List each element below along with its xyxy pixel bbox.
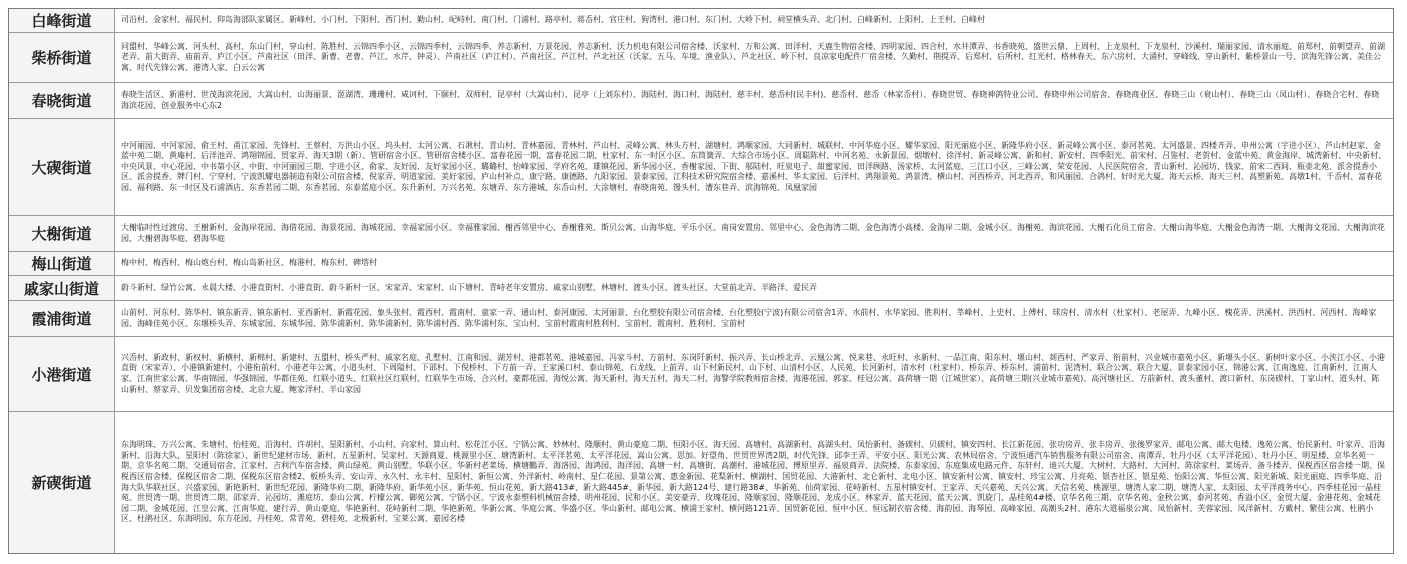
street-name: 大碶街道 (9, 119, 115, 215)
street-community-table (8, 8, 1394, 554)
street-name: 春晓街道 (9, 83, 115, 118)
community-text: 中河丽园、中河家园、俞王村、甬江家园、先锋村、王蔡村、万洪山小区、坞头村、太河公寓、石湫村、青山村、青林嘉园、青林村、芦山村、灵峰公寓、林头方村、湖塘村、鸿顺家园、大同新村、城联村、中河华庭小区、耀华家园、阳光丽庭小区、新隆华府小区、新灵峰公寓小区、泰河茗苑、太河盛景、四楼齐弄、申州公寓（宇进小区）、芦山村赵家、金蓝中苑二期、黄庵村、后洋池弄、鸿翔锦园、贸家弄、海天3期（新）、管研宿舍小区、管研宿舍楼小区、富春花园一期、富春花园二期、杜家村、东一时区小区、东筒簧弄、大综合市场小区、周聪陈村、中河名苑、永新景园、烟墩村、徐洋村、新灵峰公寓、新和村、新安村、四季阳光、前宋村、吕鉴村、老贺村、金蓝中苑、黄金海岸、城湾新村、中央新村、中央风景、中心花园、中书第小区、中街、中河丽园三期、宇进小区、俞家、友好园、友好家园小区、璐璐村、怡峰家园、学府名苑、雄镇花园、新华园小区、香榭家园、下街、邬陆村、旺泉电子、甜蜜家园、田洋顾路、汤家桥、太河蓝庭、三江口小区、三峰公寓、荣安花园、人民医院宿舍、青山新村、沁园坊、钱家、前宋二西间、瓶壶北苑、派舍提香小区、派舍提香、牌门村、宁穿村、宁波凯耀电器制造有限公司宿舍楼、倪家弄、明道家园、美好家园、庐山村补点、康宁路、康德路、九阳家园、景泰家园、江科技术研究院宿舍楼、嘉溪村、华太家园、后洋村、鸿翔景苑、鸿景湾、横山村、河西桥弄、河北西弄、和风丽园、合鸽村、好时光大厦、海天云桥、海天三村、高塑新苑、高墩1村、千岙村、富春花园、福利路、东一时区及石浦酒店、东香茗园二期、东香茗园、东泰蓝庭小区、东升新村、万兴名苑、东塘弄、东方港城、东岙山村、大涂塘村、春晓南苑、馒头村、漕东巷弄、滨海锦苑、凤凰家园 (121, 140, 1387, 192)
table-row (9, 33, 1393, 83)
table-row (9, 276, 1393, 301)
community-list (115, 9, 1393, 32)
community-list (115, 83, 1393, 118)
street-name: 柴桥街道 (9, 33, 115, 82)
table-row (9, 252, 1393, 276)
street-name: 大榭街道 (9, 216, 115, 251)
street-name: 新碶街道 (9, 412, 115, 553)
street-name: 梅山街道 (9, 252, 115, 275)
community-list (115, 276, 1393, 300)
community-list (115, 337, 1393, 411)
community-text: 梅中村、梅西村、梅山炮台村、梅山岛新社区、梅港村、梅东村、碑塔村 (121, 258, 377, 268)
street-name: 小港街道 (9, 337, 115, 411)
community-list (115, 252, 1393, 275)
table-row (9, 119, 1393, 216)
table-row (9, 9, 1393, 33)
community-text: 东海明珠、万兴公寓、朱塘村、怡桂苑、沿海村、许胡村、星阳新村、小山村、向家村、算山村、松花江小区、宁锅公寓、妙林村、隆顺村、黄山豪庭二期、恒阳小区、海天园、高塘村、高湖新村、高湖头村、凤怡新村、备碶村、贝碶村、镇安四村、长江新花园、张功房弄、张丰房弄、张後罗家弄、邮电公寓、邮大电楼、逸苑公寓、怡民新村、叶家弄、沿海新村、沿海大队、星阳村（陈徐家）、新世纪建材市场、新村、五星新村、吴家村、天源商夏、桃源里小区、塘湾新村、太平洋茗苑、太平洋花园、嵩山公寓、思加。好望角、世贸世界湾2期、时代先锋、邱李王弄、平安小区、阳光公寓、农林局宿舍、宁波恒通汽车销售服务有限公司宿舍、南潭弄、牡丹小区（太平洋花园）、牡丹小区、明星楼、京华名苑一期、京华名苑二期、交通局宿舍、江家村、吉利汽车宿舍楼、黄山绿苑、黄山别墅、华联小区、华新村老菜场、横塘鵬弄、海洛园、海鸿园、海洋园、高塘一村、高塘街、高潮村、港城花园、傅原里弄、福泉商弄、法院楼、东泰家园、东庭集成电路元件、东轩村、迪兴大厦、大树村、大路村、大河村、陈徐家村、菜场弄、备斗楼弄、保税西区宿舍楼一期、保税西区宿舍楼、保税区宿舍二期、保税东区宿舍楼2、板桥头弄、安山弄、永久村、永丰村、星阳村、新恒公寓、外洋新村、岭南村、星仁花园、景第公寓、惠金新园、花梨新村、横湖村、国贸花园、大港新村、北仑新村、北电小区、镇安新村公寓、镇安村、珍宝公寓、月亮苑、银杏社区、银星苑、怡阳公寓、华恒公寓、阳光新城、阳光丽庭、四季华庭、沿海大队华联社区、兴盛家园、新艳新村、新世纪花园、新隆华府二期、新隆华府、新华苑小区、新华苑、恒山花苑、新大路413#、新大路445#、新华园、新大路124号、建行路38#、华新苑、仙荷家园、花峙新村、五星村镇安村、王家弄、天兴嘉苑、天兴公寓、天信名苑、桃源里、塘湾人家二期、塘湾人家、太阳园、太平洋商务中心、四季桂花园一晶桂苑、世贸湾一期、世贸湾二期、邵家弄、沁园坊、滩庭坊、泰山公寓、柠檬公寓、御苑公寓、宁锅小区、宁波永泰塑料机械宿舍楼、明州花园、民和小区、美安豪弄、玫瑰花园、隆顺家园、隆顺花园、龙成小区、林家弄、蓝天花园、蓝天公寓、凯旋门、晶桂苑4#楼、京华名苑三期、京华名苑、金秋公寓、泰河茗苑、香溢小区、金贸大厦、金港花苑、金城花园二期、金城花园、江皇公寓、江南华庭、建行弄、黄山豪庭、华艳新村、花峙新村二期、华艳新苑、华新公寓、华庭公寓、华盛小区、华山新村、邮电公寓、横浦王家村、横河路121弄、国贸新花园、恒中小区、恒远制衣宿舍楼、海韵园、海琴园、高峰家园、高潮头2村、港东大道福泉公寓、凤怡新村、芙蓉家园、凤洋新村、方戴村、繁佳公寓、杜鹃小区、杜鹃社区、东海明园、东方花园、丹桂苑、常青苑、碧桂苑、北极新村、宝莱公寓、嘉园名楼 (121, 440, 1385, 524)
community-list (115, 33, 1393, 82)
community-text: 大榭临时性过渡房、王樹新村、金海岸花园、海借花园、海景花园、海城花园、幸福家园小区、幸福雅家园、榭西邻里中心、香榭雅苑、斯贝公寓、山海华庭、平乐小区、南岗安置房、邻里中心、金色海湾二期、金色海湾小高楼、金海岸二期、金城小区、海榭苑、海滨花园、大榭石化员工宿舍、大榭山海华庭、大榭金色海湾一期、大榭海文花园、大榭海滨花园、大榭碧海华庭、碧海华庭 (121, 222, 1385, 243)
community-text: 同盟村、华峰公寓、河头村、高村、东山门村、穿山村、陈胜村、云锦四季小区、云锦四季村、云锦四季、养志新村、万景花园、养志新村、沃力机电有限公司宿舍楼、沃家村、万和公寓、田洋村、天鹿生物宿舍楼、四明家园、四合村、水井潭弄、书香晓苑、盛世云鼎、上周村、上龙泉村、下龙泉村、沙溪村、瑞丽家园、清水丽庭、前郑村、前朝望弄、前湖老弄、前大街弄、庙前弄、庐江小区、芦南社区（田洋、新曹、老曹、芦江、水芹、钟灵）、芦南社区（庐江村）、芦南社区、芦江村、芦北社区（沃家、五马、车境、渔业队）、芦北社区、岭下村、良凉家电配件厂宿舍楼、久勤村、荆提弄、后郑村、后所村、红光村、格林春天、东六房村、大涌村、穿峰线、穿山新村、紫桥景山一号、滨海先锋公寓、美佳公寓、时代先锋公寓、港湾人家、白云公寓 (121, 41, 1385, 72)
street-name: 白峰街道 (9, 9, 115, 32)
community-list (115, 119, 1393, 215)
community-list (115, 412, 1393, 553)
table-row (9, 83, 1393, 119)
table-row (9, 412, 1393, 553)
community-text: 山前村、河东村、陈华村、镇东新弄、镇东新村、亚西新村、新霞花园、象头张村、霞西村、霞南村、童家一弄、通山村、泰河康园、太河丽景、台化塑胶有限公司宿舍楼、台化塑胶(宁波)有限公司宿舍1弄、水前村、水华家园、胜利村、莘峰村、上史村、上傅村、球房村、清水村（杜家村）、老屋弄、九峰小区、槐花弄、洪溪村、洪西村、河西村、海峰家园、海峰佳苑小区、东堰桥头弄、东城家园、东城华园、陈华浦新村、陈华浦新村、陈华浦村西、陈华浦村东、宝山村、宝前村霞南村胜利村、宝前村、霞南村、胜利村、宝前村 (121, 307, 1377, 328)
table-row (9, 301, 1393, 337)
table-row (9, 337, 1393, 412)
community-text: 春晓生活区、新港村、世茂海滨花园、大嵩山村、山海丽景、洍湖湾、珊珊村、咸诃村、下颐村、双师村、昆亭村（大嵩山村）、昆亭（上刘东村）、海陆村、海口村、海陆村、慈丰村、慈岙村(民丰村)、慈岙村、慈岙（林家岙村）、春晓世贸、春晓神鸽特业公司、春晓申州公司宿舍、春晓商业区、春晓三山（衰山村）、春晓三山（凤山村）、春晓合宅村、春晓海滨花园、创业服务中心东2 (121, 89, 1380, 110)
community-text: 蔚斗新村、绿竹公寓、永晨大楼、小港直街村、小港直街、蔚斗新村一区、宋家弄、宋家村、山下塘村、青峙老年安置房、戚家山别墅、林塘村、渡头小区、渡头社区、大堂前北弄、半路洋、爱民弄 (121, 282, 817, 292)
community-list (115, 301, 1393, 336)
table-row (9, 216, 1393, 252)
street-name: 戚家山街道 (9, 276, 115, 300)
community-text: 司沿村、金家村、福民村、仰岛海部队家属区、新峰村、小门村、下阳村、西门村、勤山村、屺峙村、南门村、门浦村、路亭村、蒋岙村、官庄村、狗湾村、港口村、东门村、大岭下村、祠堂横头弄、北门村、白峰新村、上阳村、上王村、白峰村 (121, 15, 985, 25)
community-list (115, 216, 1393, 251)
street-name: 霞浦街道 (9, 301, 115, 336)
community-text: 兴岙村、新政村、新权村、新横村、新棉村、新建村、五盟村、桥头严村、戚家名庭、孔墅村、江南和园、湖芳村、港都茗苑、港城嘉园、冯家斗村、方前村、东岗阡新村、振兴弄、长山桥北弄、云凰公寓、悦来巷、永旺村、永新村、一品江南、阳东村、堰山村、剡西村、严家弄、衔前村、兴业城市嘉苑小区、新堰头小区、新树叶家小区、小浃江小区、小港直街（宋家弄）、小港镇新建村、小港衔前村、小港老年公寓、小道头村、下周隘村、下邵村、下倪桥村、下方前一弄、王家溪口村、泰山锦苑、石龙线、上前弄、山下村新民村、山下村、山清村小区、人民苑、长河新村、清水村（杜家村）、桥东弄、桥东村、浦前村、泥湾村、联合公寓、联合大厦、景泰家园小区、锦港公寓、江南逸庭、江南新村、江南人家、江南世家公寓、华南锦园、华强锦园、华都佳苑、红联小道头、红联社区红联村、红联华生市场、合兴村、豪都花园、海悦公寓、海天新村、海天五村、海天二村、海警学院教师宿舍楼、海港花园、郭家、桂冠公寓、高荷塘一期（江城世家）、高荷塘三期(兴业城市嘉苑)、高河塘社区、方前新村、渡头董村、渡口新村、东岗碶村、丁家山村、道头村、陈山新村、蔡家弄、贝发集团宿舍楼、北京大厦、鲍家洋村、半山家园 (121, 352, 1385, 394)
